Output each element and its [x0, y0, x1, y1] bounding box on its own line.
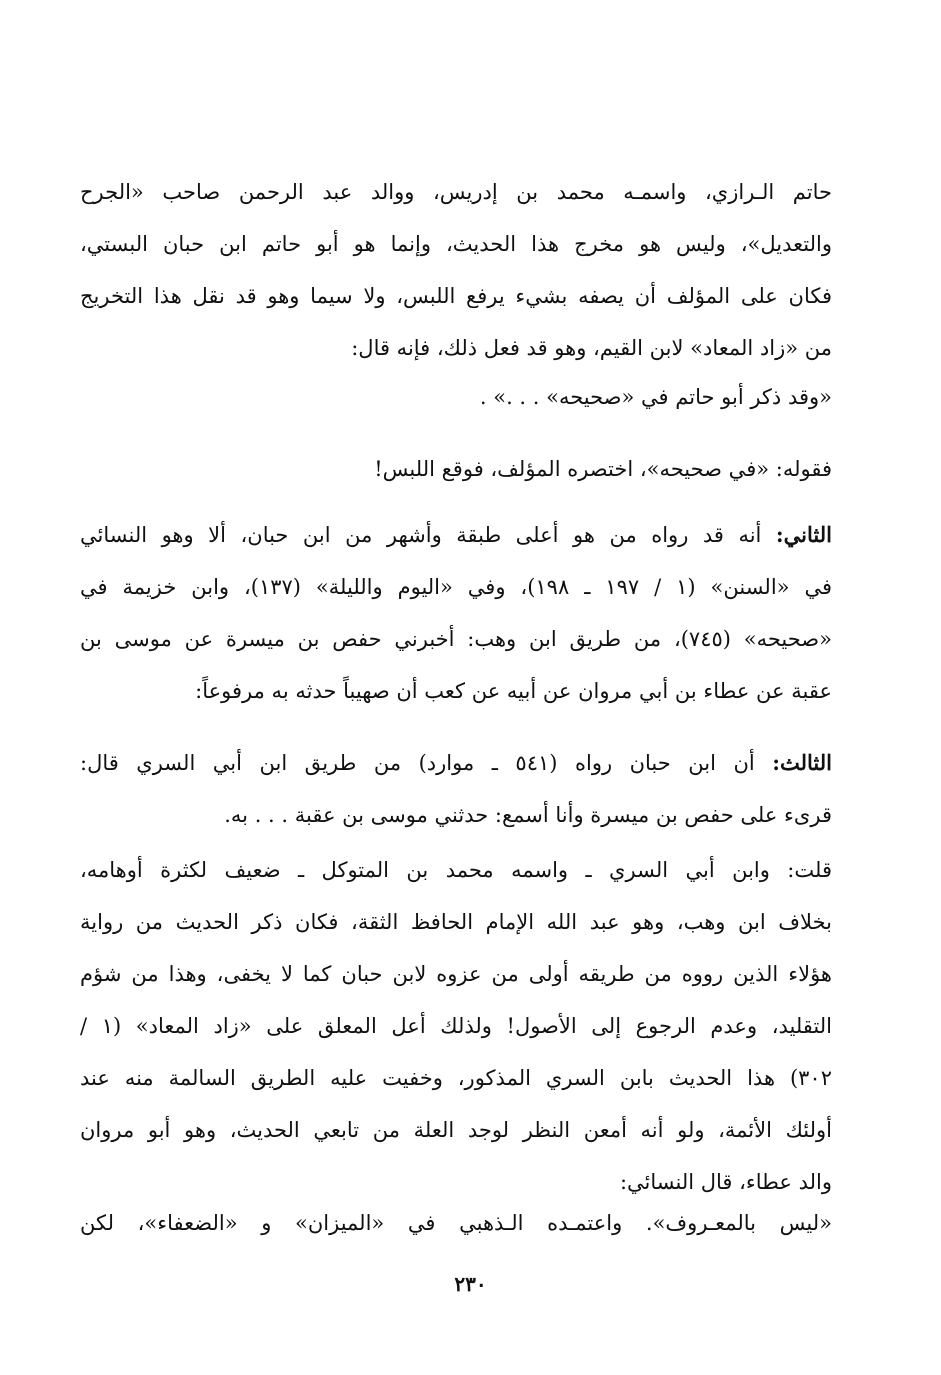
- second-point-line-3: «صحيحه» (٧٤٥)، من طريق ابن وهب: أخبرني حفص بن ميسرة عن موسى بن: [80, 627, 832, 651]
- third-point-line-1-text: أن ابن حبان رواه (٥٤١ ـ موارد) من طريق ابن أبي السري قال:: [80, 751, 755, 775]
- paragraph-1-line-4: من «زاد المعاد» لابن القيم، وهو قد فعل ذلك، فإنه قال:: [351, 336, 832, 360]
- paragraph-2-text: فقوله: «في صحيحه»، اختصره المؤلف، فوقع اللبس!: [374, 457, 832, 481]
- paragraph-1: [80, 166, 832, 374]
- paragraph-3-line-5: ٣٠٢) هذا الحديث بابن السري المذكور، وخفيت عليه الطريق السالمة منه عند: [80, 1066, 832, 1090]
- page-number: ٢٣٠: [454, 1272, 487, 1296]
- paragraph-3-line-2: بخلاف ابن وهب، وهو عبد الله الإمام الحافظ الثقة، فكان ذكر الحديث من رواية: [80, 910, 832, 934]
- paragraph-4-text: «ليس بالمعـروف». واعتمـده الـذهبي في «الميزان» و «الضعفاء»، لكن: [80, 1211, 832, 1235]
- third-point-line-2: قرىء على حفص بن ميسرة وأنا أسمع: حدثني موسى بن عقبة . . . به.: [224, 803, 832, 827]
- paragraph-1-line-3: فكان على المؤلف أن يصفه بشيء يرفع اللبس، ولا سيما وهو قد نقل هذا التخريج: [80, 284, 832, 308]
- paragraph-1-line-2: والتعديل»، وليس هو مخرج هذا الحديث، وإنما هو أبو حاتم ابن حبان البستي،: [80, 232, 832, 256]
- paragraph-3-line-3: هؤلاء الذين رووه من طريقه أولى من عزوه لابن حبان كما لا يخفى، وهذا من شؤم: [80, 962, 832, 986]
- paragraph-3: [80, 844, 832, 1208]
- second-point-label: الثاني:: [775, 522, 832, 547]
- paragraph-3-line-1: قلت: وابن أبي السري ـ واسمه محمد بن المتوكل ـ ضعيف لكثرة أوهامه،: [80, 858, 832, 882]
- paragraph-4: [80, 1197, 832, 1249]
- second-point-line-1-text: أنه قد رواه من هو أعلى طبقة وأشهر من ابن حبان، ألا وهو النسائي: [80, 523, 762, 547]
- quote-1: [80, 371, 874, 423]
- third-point-line-1: [80, 737, 832, 789]
- paragraph-1-line-1: حاتم الـرازي، واسمـه محمد بن إدريس، ووالد عبد الرحمن صاحب «الجرح: [80, 180, 832, 204]
- second-point-line-4: عقبة عن عطاء بن أبي مروان عن أبيه عن كعب أن صهيباً حدثه به مرفوعاً:: [195, 679, 832, 703]
- second-point-line-2: في «السنن» (١ / ١٩٧ ـ ١٩٨)، وفي «اليوم والليلة» (١٣٧)، وابن خزيمة في: [80, 575, 832, 599]
- third-point-label: الثالث:: [772, 750, 832, 775]
- paragraph-3-line-4: التقليد، وعدم الرجوع إلى الأصول! ولذلك أعل المعلق على «زاد المعاد» (١ /: [80, 1014, 832, 1038]
- quote-1-text: «وقد ذكر أبو حاتم في «صحيحه» . . .» .: [479, 385, 832, 409]
- second-point-line-1: [80, 509, 832, 561]
- paragraph-3-line-7: والد عطاء، قال النسائي:: [619, 1170, 832, 1194]
- second-point: [80, 509, 832, 717]
- paragraph-3-line-6: أولئك الأئمة، ولو أنه أمعن النظر لوجد العلة من تابعي الحديث، وهو أبو مروان: [80, 1118, 832, 1142]
- third-point: [80, 737, 832, 841]
- paragraph-2: [80, 443, 874, 495]
